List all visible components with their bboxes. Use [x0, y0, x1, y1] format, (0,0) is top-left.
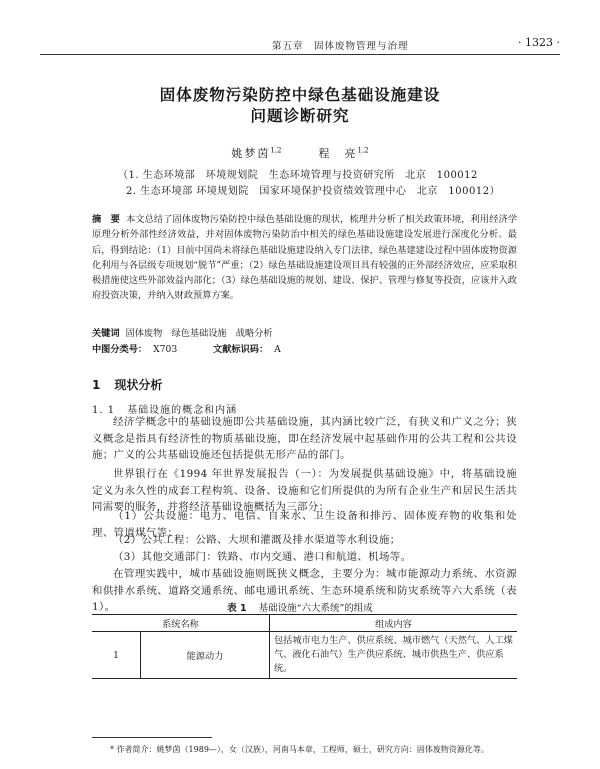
footnote-text: 作者简介：姚梦茵（1989—），女（汉族），河南马本章，工程师，硕士，研究方向：固体废物资源化等。: [116, 745, 489, 754]
row-system-name: 能源动力: [141, 632, 270, 679]
doc-code-value: A: [274, 344, 281, 355]
paper-title-line-2: 问题诊断研究: [250, 107, 350, 125]
section-heading: [92, 376, 162, 393]
table-header-row: [92, 615, 517, 632]
author-affiliation-mark: 1,2: [357, 146, 369, 155]
table-caption-text: 基础设施“六大系统”的组成: [258, 603, 373, 614]
body-paragraph: 在管理实践中，城市基础设施则既狭义概念，主要分为：城市能源动力系统、水资源和供排水系统、道路交通系统、邮电通讯系统、生态环境系统和防灾系统等六大系统（表 1）。: [92, 568, 517, 613]
author-affiliation-mark: 1,2: [270, 146, 282, 155]
section-number: 1: [92, 378, 101, 392]
column-header-system: 系统名称: [92, 615, 270, 632]
column-header-content: 组成内容: [270, 615, 518, 632]
affiliation-1: （1. 生态环境部 环境规划院 生态环境管理与投资研究所 北京 100012: [118, 170, 478, 181]
table-caption: [0, 600, 600, 614]
chapter-title: 第五章 固体废物管理与治理: [272, 41, 409, 52]
affiliation-2: 2. 生态环境部 环境规划院 国家环境保护投资绩效管理中心 北京 100012）: [126, 186, 501, 197]
keywords-line: [92, 325, 273, 339]
abstract: [92, 212, 517, 304]
paper-title-line-1: 固体废物污染防控中绿色基础设施建设: [159, 86, 441, 104]
clc-label: 中图分类号：: [92, 344, 148, 355]
infrastructure-table: [92, 614, 517, 679]
author-name: 程 亮: [318, 147, 358, 160]
clc-value: X703: [153, 344, 178, 355]
running-header: [40, 38, 560, 55]
author-name: 姚梦茵: [231, 147, 271, 160]
subsection-title: 基础设施的概念和内涵: [127, 405, 238, 416]
body-paragraph: （3）其他交通部门：铁路、市内交通、港口和航道、机场等。: [113, 551, 412, 563]
body-paragraph: （1）公共设施：电力、电信、自来水、卫生设备和排污、固体废弃物的收集和处理、管道煤气等；: [92, 510, 517, 539]
footnote-divider: [92, 737, 212, 738]
body-paragraph: 经济学概念中的基础设施即公共基础设施，其内涵比较广泛，有狭义和广义之分；狭义概念是指具有经济性的物质基础设施，即在经济发展中起基础作用的公共工程和公共设施；广义的公共基础设施还包括提供无形产品的部门。: [92, 416, 517, 461]
classification-line: [92, 341, 281, 355]
footnote-marker: *: [110, 745, 117, 754]
keywords-text: 固体废物 绿色基础设施 战略分析: [125, 328, 273, 339]
row-content: 包括城市电力生产、供应系统、城市燃气（天然气、人工煤气、液化石油气）生产供应系统、城市供热生产、供应系统。: [270, 632, 518, 679]
keywords-label: 关键词: [92, 328, 120, 339]
table-label: 表 1: [227, 603, 247, 614]
author-footnote: [110, 744, 489, 755]
body-paragraph: （2）公共工程：公路、大坝和灌溉及排水渠道等水利设施；: [113, 534, 401, 546]
row-index: 1: [92, 632, 141, 679]
doc-code-label: 文献标识码：: [213, 344, 269, 355]
body-paragraph: 世界银行在《1994 年世界发展报告（一）：为发展提供基础设施》中，将基础设施定义为永久性的成套工程构筑、设备、设施和它们所提供的为所有企业生产和居民生活共同需要的服务，并将经济基础设施概括为三部分：: [92, 468, 517, 513]
subsection-number: 1. 1: [92, 405, 116, 416]
section-title: 现状分析: [114, 378, 163, 392]
table-row: [92, 632, 517, 679]
abstract-label: 摘 要: [92, 214, 120, 225]
page-number: · 1323 ·: [518, 36, 560, 49]
abstract-text: 本文总结了固体废物污染防控中绿色基础设施的现状，梳理并分析了相关政策环境，利用经济学原理分析外部性经济效益，并对固体废物污染防治中相关的绿色基础设施建设发展进行深度化分析。最后，得到结论：（1）目前中国尚未将绿色基础设施建设纳入专门法律，绿色基建建设过程中固体废物资源化利用与各层级专项规划“脱节”严重；（2）绿色基础设施建设项目具有较强的正外部经济效应，应采取积极措施使这些外部效益内部化；（3）绿色基础设施的规划、建设、保护、管理与修复等投资，应该并入政府投资决策，并纳入财政预算方案。: [92, 214, 518, 302]
author-list: [0, 145, 600, 161]
